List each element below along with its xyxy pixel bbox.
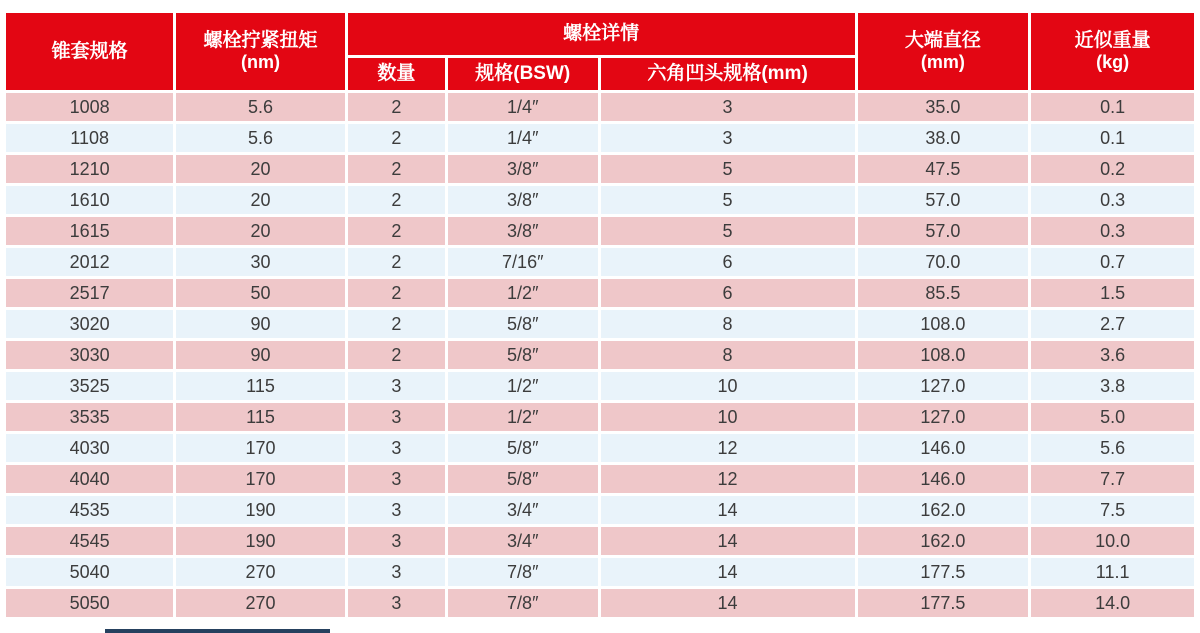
table-row — [6, 341, 1194, 369]
table-cell: 14 — [601, 589, 855, 617]
table-cell: 3 — [348, 589, 445, 617]
table-cell: 0.2 — [1031, 155, 1194, 183]
table-cell: 7/8″ — [448, 589, 598, 617]
table-cell: 3 — [348, 465, 445, 493]
header-approx-weight — [1031, 13, 1194, 90]
table-cell: 170 — [176, 465, 344, 493]
header-bolt-details-label: 螺栓详情 — [563, 23, 640, 45]
table-cell: 57.0 — [858, 217, 1029, 245]
table-cell: 1008 — [6, 93, 173, 121]
table-cell: 3 — [348, 496, 445, 524]
table-cell: 8 — [601, 341, 855, 369]
table-cell: 108.0 — [858, 341, 1029, 369]
table-cell: 90 — [176, 310, 344, 338]
header-bolt-quantity — [348, 58, 445, 90]
table-cell: 5/8″ — [448, 465, 598, 493]
table-row — [6, 217, 1194, 245]
table-cell: 115 — [176, 372, 344, 400]
table-body — [6, 93, 1194, 617]
table-cell: 3 — [348, 372, 445, 400]
header-hex-socket-spec — [601, 58, 855, 90]
header-bolt-spec-bsw — [448, 58, 598, 90]
table-cell: 12 — [601, 465, 855, 493]
table-cell: 4030 — [6, 434, 173, 462]
table-row — [6, 124, 1194, 152]
table-cell: 3535 — [6, 403, 173, 431]
table-cell: 2 — [348, 155, 445, 183]
table-cell: 0.7 — [1031, 248, 1194, 276]
table-cell: 7/16″ — [448, 248, 598, 276]
header-large-end-diameter — [858, 13, 1029, 90]
table-cell: 2 — [348, 310, 445, 338]
bottom-accent-bar — [105, 629, 330, 633]
header-bush-size-label: 锥套规格 — [51, 40, 128, 62]
table-cell: 2 — [348, 93, 445, 121]
table-cell: 146.0 — [858, 434, 1029, 462]
header-approx-weight-label: 近似重量 — [1074, 30, 1151, 52]
header-hex-socket-spec-label: 六角凹头规格(mm) — [647, 63, 808, 85]
table-cell: 57.0 — [858, 186, 1029, 214]
table-cell: 2 — [348, 186, 445, 214]
table-cell: 3/4″ — [448, 527, 598, 555]
table-cell: 1/2″ — [448, 403, 598, 431]
table-cell: 14 — [601, 527, 855, 555]
table-cell: 3525 — [6, 372, 173, 400]
table-cell: 10 — [601, 372, 855, 400]
table-cell: 3.6 — [1031, 341, 1194, 369]
table-cell: 3 — [348, 434, 445, 462]
table-cell: 1210 — [6, 155, 173, 183]
table-cell: 8 — [601, 310, 855, 338]
table-cell: 4535 — [6, 496, 173, 524]
table-cell: 2517 — [6, 279, 173, 307]
table-cell: 177.5 — [858, 589, 1029, 617]
table-cell: 10.0 — [1031, 527, 1194, 555]
table-cell: 30 — [176, 248, 344, 276]
table-cell: 5 — [601, 186, 855, 214]
table-cell: 170 — [176, 434, 344, 462]
table-row — [6, 465, 1194, 493]
table-cell: 20 — [176, 217, 344, 245]
header-tightening-torque-unit: (nm) — [241, 52, 281, 73]
header-bush-size — [6, 13, 173, 90]
table-cell: 3 — [601, 93, 855, 121]
table-cell: 3/4″ — [448, 496, 598, 524]
table-cell: 1/4″ — [448, 93, 598, 121]
table-cell: 2 — [348, 279, 445, 307]
header-large-end-diameter-unit: (mm) — [920, 52, 965, 73]
table-cell: 14 — [601, 558, 855, 586]
table-row — [6, 558, 1194, 586]
table-header — [6, 13, 1194, 90]
table-cell: 108.0 — [858, 310, 1029, 338]
table-row — [6, 527, 1194, 555]
table-cell: 3020 — [6, 310, 173, 338]
table-cell: 0.1 — [1031, 124, 1194, 152]
table-row — [6, 496, 1194, 524]
table-cell: 115 — [176, 403, 344, 431]
table-cell: 5.6 — [176, 124, 344, 152]
table-cell: 20 — [176, 186, 344, 214]
table-cell: 162.0 — [858, 527, 1029, 555]
table-cell: 1/2″ — [448, 372, 598, 400]
table-cell: 5.6 — [1031, 434, 1194, 462]
table-cell: 1.5 — [1031, 279, 1194, 307]
table-row — [6, 310, 1194, 338]
table-cell: 3.8 — [1031, 372, 1194, 400]
table-cell: 0.3 — [1031, 217, 1194, 245]
table-cell: 70.0 — [858, 248, 1029, 276]
table-cell: 50 — [176, 279, 344, 307]
table-cell: 1610 — [6, 186, 173, 214]
table-cell: 2 — [348, 124, 445, 152]
header-tightening-torque-label: 螺栓拧紧扭矩 — [203, 30, 318, 52]
table-cell: 1/2″ — [448, 279, 598, 307]
table-cell: 35.0 — [858, 93, 1029, 121]
header-bolt-spec-bsw-label: 规格(BSW) — [475, 63, 571, 85]
table-cell: 2.7 — [1031, 310, 1194, 338]
table-cell: 38.0 — [858, 124, 1029, 152]
table-cell: 5/8″ — [448, 434, 598, 462]
header-approx-weight-unit: (kg) — [1096, 52, 1130, 73]
table-cell: 90 — [176, 341, 344, 369]
table-cell: 270 — [176, 558, 344, 586]
header-bolt-details-group — [348, 13, 855, 55]
table-cell: 10 — [601, 403, 855, 431]
table-cell: 5/8″ — [448, 310, 598, 338]
table-cell: 7.5 — [1031, 496, 1194, 524]
table-cell: 3/8″ — [448, 155, 598, 183]
table-row — [6, 248, 1194, 276]
table-cell: 127.0 — [858, 372, 1029, 400]
table-cell: 6 — [601, 279, 855, 307]
table-cell: 0.1 — [1031, 93, 1194, 121]
table-cell: 5/8″ — [448, 341, 598, 369]
table-cell: 3/8″ — [448, 186, 598, 214]
table-cell: 5050 — [6, 589, 173, 617]
table-cell: 1108 — [6, 124, 173, 152]
table-cell: 190 — [176, 527, 344, 555]
table-row — [6, 372, 1194, 400]
table-cell: 3 — [348, 403, 445, 431]
table-cell: 4545 — [6, 527, 173, 555]
table-cell: 0.3 — [1031, 186, 1194, 214]
table-cell: 146.0 — [858, 465, 1029, 493]
table-cell: 3 — [348, 558, 445, 586]
table-cell: 177.5 — [858, 558, 1029, 586]
table-cell: 2 — [348, 217, 445, 245]
table-cell: 7.7 — [1031, 465, 1194, 493]
table-cell: 3/8″ — [448, 217, 598, 245]
table-cell: 85.5 — [858, 279, 1029, 307]
table-row — [6, 93, 1194, 121]
table-cell: 3 — [601, 124, 855, 152]
table-cell: 127.0 — [858, 403, 1029, 431]
table-cell: 270 — [176, 589, 344, 617]
table-cell: 7/8″ — [448, 558, 598, 586]
table-cell: 5040 — [6, 558, 173, 586]
table-cell: 1615 — [6, 217, 173, 245]
header-large-end-diameter-label: 大端直径 — [904, 30, 981, 52]
table-cell: 3 — [348, 527, 445, 555]
table-cell: 2 — [348, 248, 445, 276]
table-cell: 5 — [601, 155, 855, 183]
table-cell: 1/4″ — [448, 124, 598, 152]
table-cell: 11.1 — [1031, 558, 1194, 586]
table-cell: 6 — [601, 248, 855, 276]
header-bolt-quantity-label: 数量 — [377, 63, 416, 85]
table-cell: 14 — [601, 496, 855, 524]
table-row — [6, 186, 1194, 214]
table-cell: 4040 — [6, 465, 173, 493]
table-cell: 2012 — [6, 248, 173, 276]
table-cell: 2 — [348, 341, 445, 369]
table-row — [6, 403, 1194, 431]
table-cell: 14.0 — [1031, 589, 1194, 617]
header-tightening-torque — [176, 13, 344, 90]
table-cell: 5.6 — [176, 93, 344, 121]
table-cell: 47.5 — [858, 155, 1029, 183]
table-cell: 12 — [601, 434, 855, 462]
table-row — [6, 589, 1194, 617]
table-row — [6, 434, 1194, 462]
table-cell: 20 — [176, 155, 344, 183]
table-row — [6, 279, 1194, 307]
table-cell: 162.0 — [858, 496, 1029, 524]
table-row — [6, 155, 1194, 183]
table-cell: 190 — [176, 496, 344, 524]
table-cell: 5.0 — [1031, 403, 1194, 431]
table-cell: 3030 — [6, 341, 173, 369]
table-cell: 5 — [601, 217, 855, 245]
taper-bush-spec-table — [3, 10, 1197, 620]
